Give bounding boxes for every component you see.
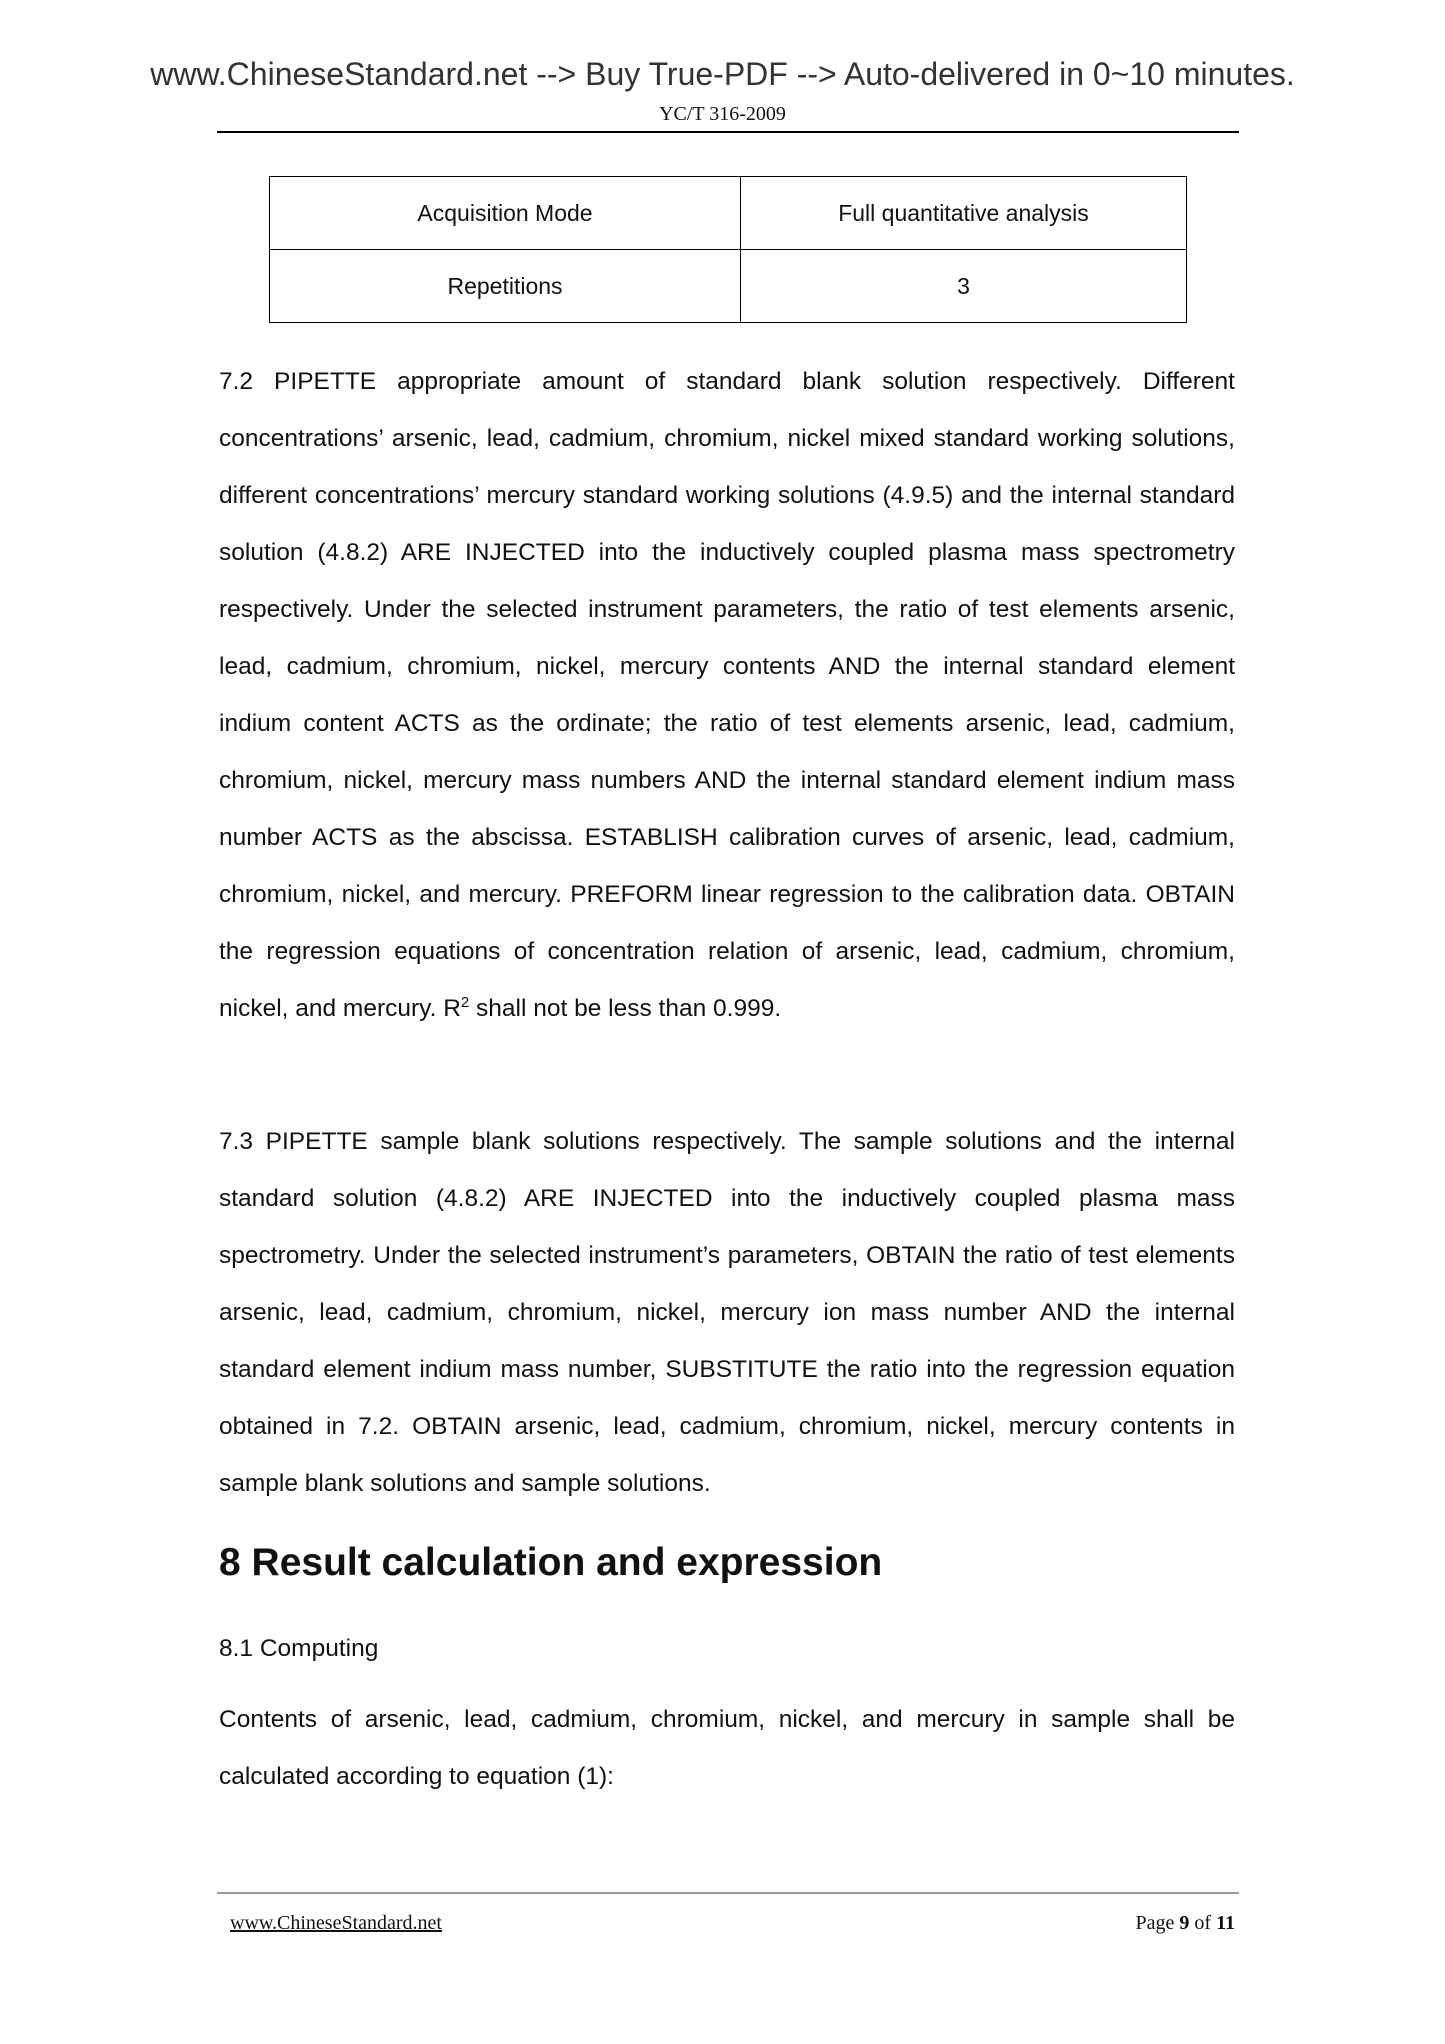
footer-divider [217, 1892, 1239, 1894]
table-cell: Full quantitative analysis [741, 177, 1187, 250]
subsection-heading: 8.1 Computing [219, 1635, 379, 1662]
paragraph-text: shall not be less than 0.999. [469, 995, 782, 1022]
superscript: 2 [460, 993, 470, 1011]
table-cell: Repetitions [270, 250, 741, 323]
header-divider [217, 131, 1239, 133]
table-row [270, 177, 1187, 250]
header-banner: www.ChineseStandard.net --> Buy True-PDF --> Auto-delivered in 0~10 minutes. [150, 56, 1295, 92]
paragraph-contents: Contents of arsenic, lead, cadmium, chromium, nickel, and mercury in sample shall be calculated according to equation (1): [219, 1706, 1235, 1790]
section-heading: 8 Result calculation and expression [219, 1541, 883, 1584]
paragraph-text: 7.2 PIPETTE appropriate amount of standard blank solution respectively. Different concentrations’ arsenic, lead, cadmium, chromium, nickel mixed standard working solutions, different concentrations’ mercury standard working solutions (4.9.5) and the internal standard solution (4.8.2) ARE INJECTED into the inductively coupled plasma mass spectrometry respectively. Under the selected instrument parameters, the ratio of test elements arsenic, lead, cadmium, chromium, nickel, mercury contents AND the internal standard element indium content ACTS as the ordinate; the ratio of test elements arsenic, lead, cadmium, chromium, nickel, mercury mass numbers AND the internal standard element indium mass number ACTS as the abscissa. ESTABLISH calibration curves of arsenic, lead, cadmium, chromium, nickel, and mercury. PREFORM linear regression to the calibration data. OBTAIN the regression equations of concentration relation of arsenic, lead, cadmium, chromium, nickel, and mercury. R [219, 368, 1235, 1022]
page-number [1136, 1912, 1235, 1935]
document-id: YC/T 316-2009 [659, 103, 786, 125]
page-of-label: of [1189, 1912, 1217, 1934]
page-label: Page [1135, 1912, 1180, 1934]
paragraph-7-3: 7.3 PIPETTE sample blank solutions respectively. The sample solutions and the internal standard solution (4.8.2) ARE INJECTED into the inductively coupled plasma mass spectrometry. Under the selected instrument’s parameters, OBTAIN the ratio of test elements arsenic, lead, cadmium, chromium, nickel, mercury ion mass number AND the internal standard element indium mass number, SUBSTITUTE the ratio into the regression equation obtained in 7.2. OBTAIN arsenic, lead, cadmium, chromium, nickel, mercury contents in sample blank solutions and sample solutions. [219, 1128, 1235, 1497]
table-cell: Acquisition Mode [270, 177, 741, 250]
footer-link[interactable]: www.ChineseStandard.net [230, 1912, 442, 1934]
parameters-table [269, 176, 1187, 323]
current-page: 9 [1179, 1912, 1190, 1934]
total-pages: 11 [1216, 1912, 1235, 1934]
table-cell: 3 [741, 250, 1187, 323]
table-row [270, 250, 1187, 323]
paragraph-7-2 [219, 353, 1235, 1037]
